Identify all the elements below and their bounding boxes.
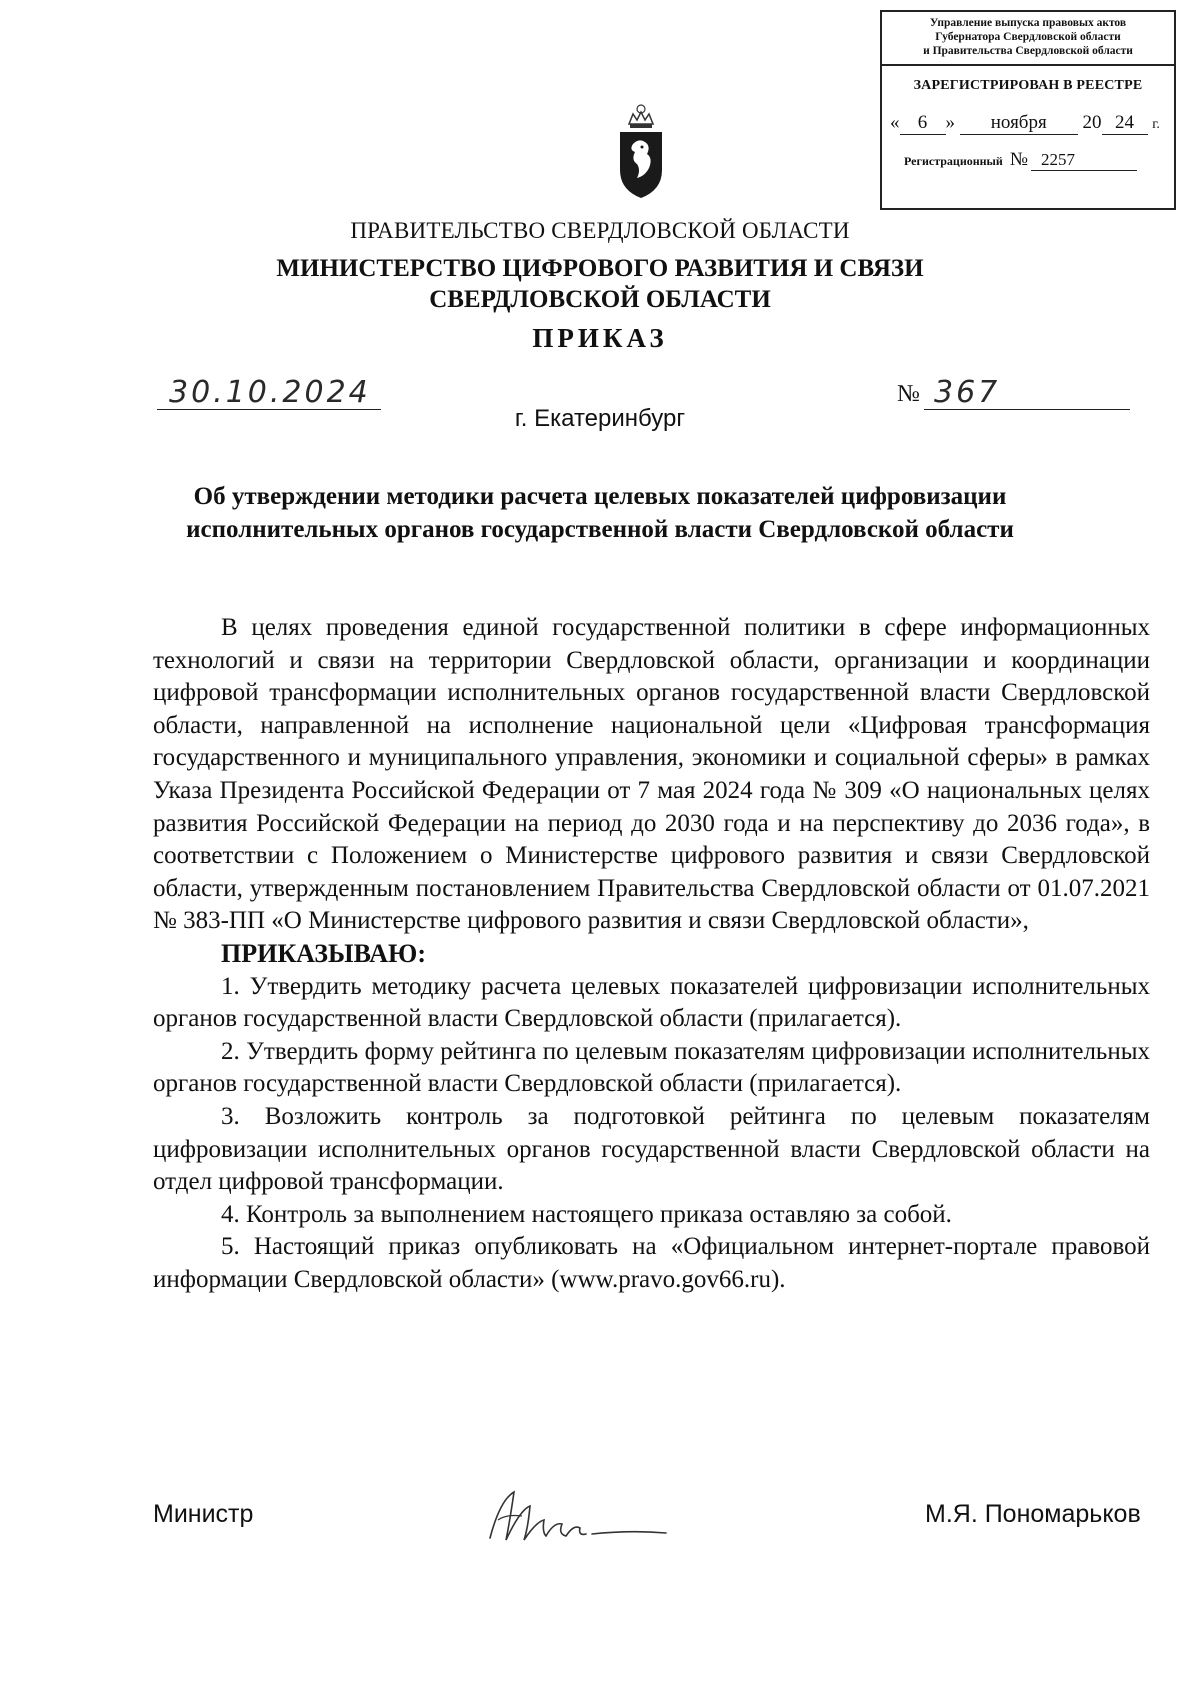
stamp-year-unit: г. (1152, 117, 1160, 132)
city: г. Екатеринбург (514, 405, 686, 432)
stamp-header (882, 12, 1174, 66)
stamp-header-line: Губернатора Свердловской области (935, 31, 1121, 43)
stamp-number-sign: № (1009, 149, 1028, 170)
document-title-line: исполнительных органов государственной власти Свердловской области (186, 516, 1014, 543)
stamp-date (882, 112, 1174, 135)
order-item: 5. Настоящий приказ опубликовать на «Официальном интернет-портале правовой информации Свердловской области» (www.pravo.gov66.ru). (153, 1233, 1150, 1293)
stamp-header-line: Управление выпуска правовых актов (929, 17, 1127, 29)
signatory-position: Министр (153, 1500, 254, 1528)
ministry-name-line2: СВЕРДЛОВСКОЙ ОБЛАСТИ (429, 286, 771, 313)
stamp-day: 6 (900, 112, 946, 135)
document-type: ПРИКАЗ (532, 323, 668, 353)
order-date: 30.10.2024 (157, 376, 381, 410)
stamp-registered-label: ЗАРЕГИСТРИРОВАН В РЕЕСТРЕ (913, 78, 1143, 93)
stamp-year-prefix: 20 (1082, 112, 1102, 133)
government-name: ПРАВИТЕЛЬСТВО СВЕРДЛОВСКОЙ ОБЛАСТИ (350, 218, 850, 243)
document-body (153, 612, 1150, 1296)
order-item: 2. Утвердить форму рейтинга по целевым показателям цифровизации исполнительных органов государственной власти Свердловской области (прилагается). (153, 1037, 1150, 1098)
stamp-reg-number (882, 149, 1174, 171)
ministry-name-line1: МИНИСТЕРСТВО ЦИФРОВОГО РАЗВИТИЯ И СВЯЗИ (276, 255, 924, 282)
stamp-reg-value: 2257 (1031, 150, 1137, 171)
stamp-open-quote: « (890, 112, 900, 133)
stamp-header-line: и Правительства Свердловской области (923, 45, 1133, 57)
stamp-close-quote: » (945, 112, 955, 133)
stamp-reg-label: Регистрационный (904, 154, 1003, 168)
signatory-name: М.Я. Пономарьков (925, 1500, 1141, 1528)
document-title-line: Об утверждении методики расчета целевых показателей цифровизации (193, 483, 1007, 510)
order-item: 3. Возложить контроль за подготовкой рейтинга по целевым показателям цифровизации исполнительных органов государственной власти Свердловской области на отдел цифровой трансформации. (153, 1102, 1150, 1196)
intro-paragraph: В целях проведения единой государственной политики в сфере информационных технологий и связи на территории Свердловской области, организации и координации цифровой трансформации исполнительных органов государственной власти Свердловской области, направленной на исполнение национальной цели «Цифровая трансформация государственного и муниципального управления, экономики и социальной сферы» в рамках Указа Президента Российской Федерации от 7 мая 2024 года № 309 «О национальных целях развития Российской Федерации на период до 2030 года и на перспективу до 2036 года», в соответствии с Положением о Министерстве цифрового развития и связи Свердловской области, утвержденным постановлением Правительства Свердловской области от 01.07.2021 № 383-ПП «О Министерстве цифрового развития и связи Свердловской области», (153, 614, 1150, 935)
registry-stamp (880, 10, 1176, 210)
order-number-label: № (897, 381, 920, 407)
coat-of-arms-icon (615, 102, 667, 202)
order-item: 4. Контроль за выполнением настоящего приказа оставляю за собой. (221, 1200, 952, 1228)
order-word: ПРИКАЗЫВАЮ: (221, 938, 426, 968)
stamp-year-suffix: 24 (1102, 112, 1148, 135)
order-item: 1. Утвердить методику расчета целевых показателей цифровизации исполнительных органов государственной власти Свердловской области (прилагается). (153, 972, 1150, 1033)
handwritten-signature-icon (470, 1470, 680, 1560)
document-title (0, 480, 1200, 546)
order-number: 367 (924, 376, 1130, 410)
stamp-month: ноября (960, 112, 1078, 135)
